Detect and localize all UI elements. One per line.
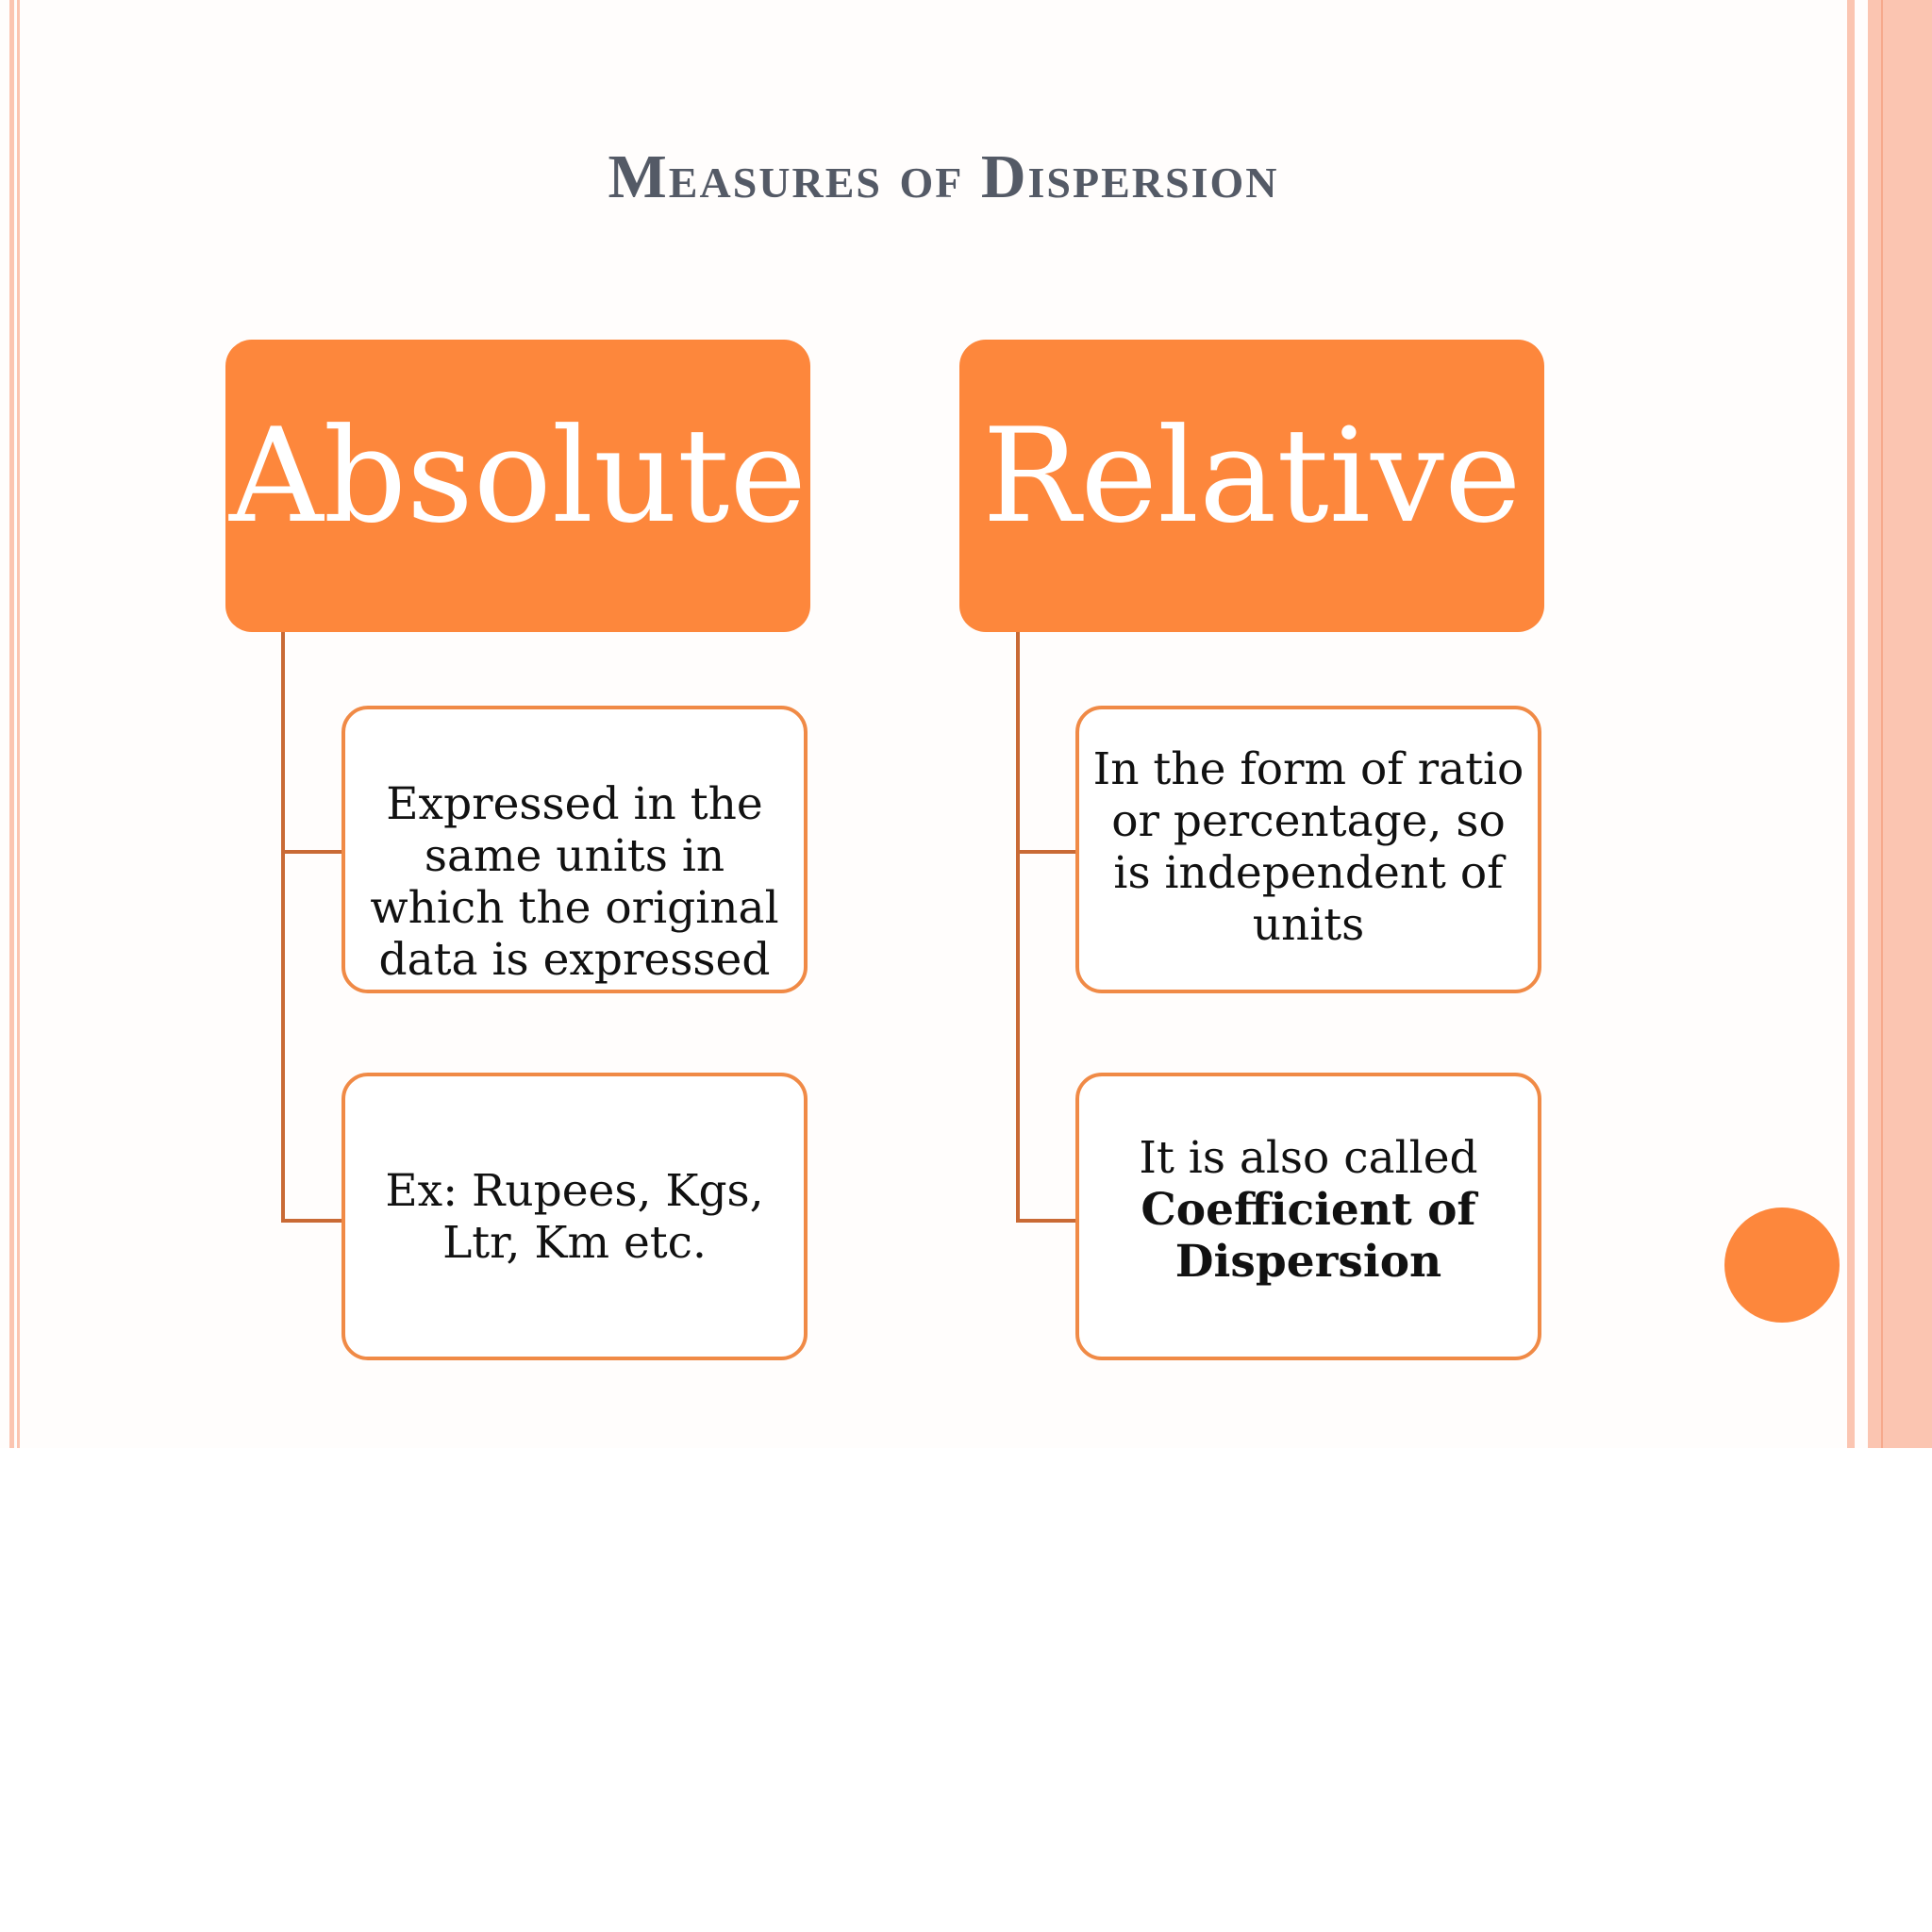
slide-title: Measures of Dispersion xyxy=(608,142,1279,211)
relative-item-ratio xyxy=(1075,706,1541,993)
right-border-line xyxy=(1847,0,1855,1448)
absolute-item-units-text: Expressed in the same units in which the original data is expressed xyxy=(370,777,779,986)
decorative-circle xyxy=(1724,1208,1840,1323)
relative-item-coefficient xyxy=(1075,1073,1541,1360)
relative-item-coefficient-text xyxy=(1092,1132,1524,1288)
heading-box-relative xyxy=(959,340,1544,632)
left-border-line-inner xyxy=(17,0,20,1448)
relative-item-coefficient-prefix: It is also called xyxy=(1139,1131,1478,1184)
heading-box-absolute xyxy=(225,340,810,632)
heading-absolute: Absolute xyxy=(228,400,808,552)
absolute-item-examples-text: Ex: Rupees, Kgs, Ltr, Km etc. xyxy=(385,1164,764,1269)
absolute-item-units xyxy=(341,706,808,993)
connector-absolute-trunk xyxy=(283,632,341,1221)
absolute-item-examples xyxy=(341,1073,808,1360)
relative-item-coefficient-bold: Coefficient of Dispersion xyxy=(1141,1183,1476,1288)
relative-item-ratio-text: In the form of ratio or percentage, so is independent of units xyxy=(1092,742,1524,951)
left-border-line xyxy=(9,0,14,1448)
connector-relative-trunk xyxy=(1018,632,1075,1221)
right-border-band xyxy=(1868,0,1932,1448)
heading-relative: Relative xyxy=(982,400,1522,552)
right-border-band-line xyxy=(1881,0,1883,1448)
